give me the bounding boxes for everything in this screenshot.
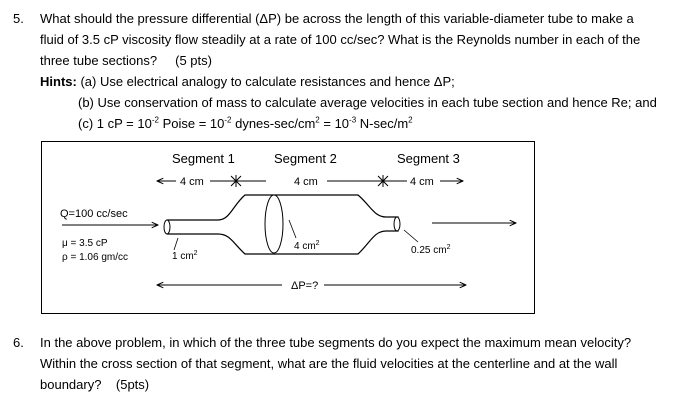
question-5 — [13, 8, 683, 142]
question-6-body — [40, 332, 680, 395]
hint-c-exponent-5: 2 — [408, 115, 413, 125]
question-6-line-3: boundary? (5pts) — [40, 377, 150, 392]
hint-c-exponent-2: -2 — [224, 115, 232, 125]
segment-3-area-exponent: 2 — [446, 244, 451, 251]
hint-c-part-5: N-sec/m — [356, 116, 409, 131]
segment-1-area — [172, 250, 198, 262]
segment-2-area-exponent: 2 — [315, 240, 320, 247]
segment-2-cross-section — [265, 195, 283, 253]
hint-a-line — [40, 71, 680, 92]
hint-c-exponent-4: -3 — [349, 115, 357, 125]
hint-c-part-3: dynes-sec/cm — [231, 116, 316, 131]
segment-1-area-exponent: 2 — [193, 250, 198, 257]
segment-2-length: 4 cm — [294, 176, 318, 188]
hint-a: (a) Use electrical analogy to calculate resistances and hence ΔP; — [76, 74, 455, 89]
density-label: ρ = 1.06 gm/cc — [62, 252, 128, 263]
hint-c-exponent-3: 2 — [315, 115, 320, 125]
segment-1-label: Segment 1 — [172, 151, 235, 166]
hint-b: (b) Use conservation of mass to calculate average velocities in each tube section and hence Re; and — [78, 95, 657, 110]
segment-1-length: 4 cm — [180, 176, 204, 188]
segment-3-length: 4 cm — [410, 176, 434, 188]
segment-2-label: Segment 2 — [274, 151, 337, 166]
viscosity-label: μ = 3.5 cP — [62, 238, 108, 249]
segment-1-cross-section — [164, 220, 170, 234]
question-5-line-3: three tube sections? (5 pts) — [40, 53, 212, 68]
question-5-line-2: fluid of 3.5 cP viscosity flow steadily at a rate of 100 cc/sec? What is the Reynolds number in each of the — [40, 32, 641, 47]
segment-3-cross-section — [394, 217, 400, 231]
hints-label: Hints: — [40, 74, 77, 89]
question-5-number: 5. — [13, 11, 24, 26]
area-2-leader — [289, 220, 296, 238]
hint-c-part-2: Poise = 10 — [158, 116, 225, 131]
hint-c — [40, 113, 680, 134]
segment-3-area-value: 0.25 cm — [411, 245, 447, 256]
flow-rate-label: Q=100 cc/sec — [60, 208, 128, 220]
segment-2-area-value: 4 cm — [294, 241, 316, 252]
segment-1-area-value: 1 cm — [172, 251, 194, 262]
tube-diagram-drawing — [42, 142, 536, 315]
pressure-differential-label: ΔP=? — [291, 280, 319, 292]
question-6 — [13, 332, 683, 412]
tube-diagram — [41, 141, 535, 314]
question-5-body — [40, 8, 680, 134]
area-1-leader — [174, 238, 178, 250]
question-5-line-1: What should the pressure differential (ΔP) be across the length of this variable-diameter tube to make a — [40, 11, 634, 26]
segment-3-label: Segment 3 — [397, 151, 460, 166]
hint-c-part-1: (c) 1 cP = 10 — [78, 116, 152, 131]
question-6-number: 6. — [13, 335, 24, 350]
hint-c-part-4: = 10 — [319, 116, 350, 131]
area-3-leader — [404, 230, 418, 242]
hint-c-exponent-1: -2 — [151, 115, 159, 125]
question-6-line-1: In the above problem, in which of the three tube segments do you expect the maximum mean velocity? — [40, 335, 632, 350]
segment-2-area — [294, 240, 320, 252]
segment-3-area — [411, 244, 451, 256]
question-6-line-2: Within the cross section of that segment, what are the fluid velocities at the centerline and at the wall — [40, 356, 618, 371]
